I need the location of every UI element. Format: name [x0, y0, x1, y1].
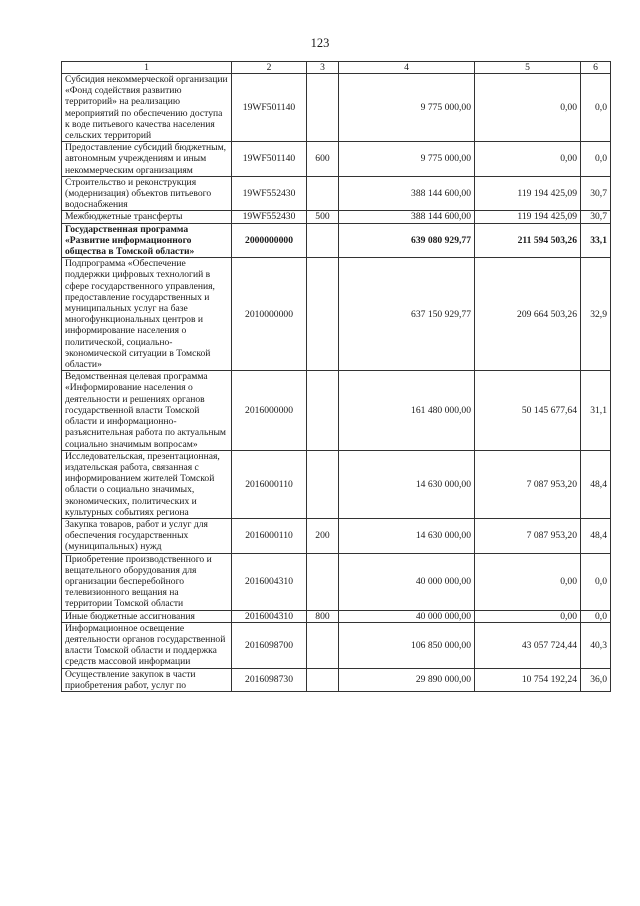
- execution-percent: 0,0: [581, 142, 611, 177]
- planned-amount: 14 630 000,00: [339, 450, 475, 518]
- item-name: Ведомственная целевая программа «Информирование населения о деятельности и решениях органов государственной власти Томской области и информационно-разъяснительная работа по актуальным социально значимым вопросам»: [62, 371, 232, 450]
- actual-amount: 0,00: [475, 74, 581, 142]
- execution-percent: 40,3: [581, 622, 611, 668]
- planned-amount: 388 144 600,00: [339, 211, 475, 223]
- item-name: Закупка товаров, работ и услуг для обеспечения государственных (муниципальных) нужд: [62, 518, 232, 553]
- table-row: [62, 668, 611, 691]
- execution-percent: 48,4: [581, 518, 611, 553]
- item-name: Иные бюджетные ассигнования: [62, 610, 232, 622]
- item-code: 2016000000: [232, 371, 307, 450]
- planned-amount: 29 890 000,00: [339, 668, 475, 691]
- actual-amount: 211 594 503,26: [475, 223, 581, 258]
- item-code: 2016004310: [232, 610, 307, 622]
- column-header-5: 5: [475, 62, 581, 74]
- table-row: [62, 622, 611, 668]
- table-row: [62, 211, 611, 223]
- item-name: Информационное освещение деятельности органов государственной власти Томской области и поддержка средств массовой информации: [62, 622, 232, 668]
- expense-type: 800: [307, 610, 339, 622]
- expense-type: [307, 258, 339, 371]
- column-header-4: 4: [339, 62, 475, 74]
- item-name: Осуществление закупок в части приобретения работ, услуг по: [62, 668, 232, 691]
- actual-amount: 0,00: [475, 610, 581, 622]
- expense-type: 200: [307, 518, 339, 553]
- expense-type: [307, 450, 339, 518]
- expense-type: 600: [307, 142, 339, 177]
- expense-type: [307, 371, 339, 450]
- table-row: [62, 142, 611, 177]
- planned-amount: 161 480 000,00: [339, 371, 475, 450]
- table-row: [62, 518, 611, 553]
- actual-amount: 119 194 425,09: [475, 176, 581, 211]
- execution-percent: 30,7: [581, 211, 611, 223]
- item-name: Приобретение производственного и вещательного оборудования для организации бесперебойного телевизионного вещания на территории Томской области: [62, 553, 232, 610]
- expense-type: [307, 622, 339, 668]
- table-row: [62, 450, 611, 518]
- expense-type: [307, 223, 339, 258]
- page-number: 123: [310, 36, 330, 50]
- expense-type: [307, 668, 339, 691]
- item-name: Предоставление субсидий бюджетным, автономным учреждениям и иным некоммерческим организациям: [62, 142, 232, 177]
- execution-percent: 32,9: [581, 258, 611, 371]
- execution-percent: 48,4: [581, 450, 611, 518]
- budget-table: [61, 61, 611, 692]
- planned-amount: 106 850 000,00: [339, 622, 475, 668]
- item-name: Строительство и реконструкция (модернизация) объектов питьевого водоснабжения: [62, 176, 232, 211]
- execution-percent: 36,0: [581, 668, 611, 691]
- table-row: [62, 553, 611, 610]
- column-header-2: 2: [232, 62, 307, 74]
- column-header-3: 3: [307, 62, 339, 74]
- item-code: 2016000110: [232, 518, 307, 553]
- table-row: [62, 371, 611, 450]
- actual-amount: 7 087 953,20: [475, 450, 581, 518]
- actual-amount: 209 664 503,26: [475, 258, 581, 371]
- item-code: 19WF501140: [232, 142, 307, 177]
- header-row: [62, 62, 611, 74]
- execution-percent: 0,0: [581, 553, 611, 610]
- execution-percent: 30,7: [581, 176, 611, 211]
- actual-amount: 10 754 192,24: [475, 668, 581, 691]
- item-code: 2000000000: [232, 223, 307, 258]
- planned-amount: 9 775 000,00: [339, 142, 475, 177]
- planned-amount: 637 150 929,77: [339, 258, 475, 371]
- table-row: [62, 258, 611, 371]
- actual-amount: 50 145 677,64: [475, 371, 581, 450]
- item-name: Государственная программа «Развитие информационного общества в Томской области»: [62, 223, 232, 258]
- table-body: [62, 74, 611, 692]
- item-name: Межбюджетные трансферты: [62, 211, 232, 223]
- planned-amount: 40 000 000,00: [339, 553, 475, 610]
- planned-amount: 639 080 929,77: [339, 223, 475, 258]
- item-name: Исследовательская, презентационная, издательская работа, связанная с информированием жителей Томской области о социально значимых, экономических, политических и культурных событиях региона: [62, 450, 232, 518]
- column-header-1: 1: [62, 62, 232, 74]
- expense-type: [307, 553, 339, 610]
- planned-amount: 14 630 000,00: [339, 518, 475, 553]
- item-name: Подпрограмма «Обеспечение поддержки цифровых технологий в сфере государственного управления, предоставление государственных и муниципальных услуг на базе многофункциональных центров и информирование населения о политической, социально-экономической ситуации в Томской области»: [62, 258, 232, 371]
- item-code: 19WF552430: [232, 211, 307, 223]
- planned-amount: 40 000 000,00: [339, 610, 475, 622]
- actual-amount: 0,00: [475, 553, 581, 610]
- actual-amount: 7 087 953,20: [475, 518, 581, 553]
- table-row: [62, 176, 611, 211]
- expense-type: [307, 74, 339, 142]
- table-row: [62, 74, 611, 142]
- item-code: 2010000000: [232, 258, 307, 371]
- execution-percent: 33,1: [581, 223, 611, 258]
- planned-amount: 388 144 600,00: [339, 176, 475, 211]
- execution-percent: 31,1: [581, 371, 611, 450]
- expense-type: [307, 176, 339, 211]
- planned-amount: 9 775 000,00: [339, 74, 475, 142]
- expense-type: 500: [307, 211, 339, 223]
- item-code: 2016000110: [232, 450, 307, 518]
- execution-percent: 0,0: [581, 74, 611, 142]
- item-code: 2016004310: [232, 553, 307, 610]
- column-header-6: 6: [581, 62, 611, 74]
- item-name: Субсидия некоммерческой организации «Фонд содействия развитию территорий» на реализацию мероприятий по обеспечению доступа к воде питьевого качества населения сельских территорий: [62, 74, 232, 142]
- item-code: 19WF552430: [232, 176, 307, 211]
- table-row: [62, 223, 611, 258]
- actual-amount: 43 057 724,44: [475, 622, 581, 668]
- table-row: [62, 610, 611, 622]
- item-code: 2016098700: [232, 622, 307, 668]
- execution-percent: 0,0: [581, 610, 611, 622]
- item-code: 19WF501140: [232, 74, 307, 142]
- actual-amount: 0,00: [475, 142, 581, 177]
- item-code: 2016098730: [232, 668, 307, 691]
- actual-amount: 119 194 425,09: [475, 211, 581, 223]
